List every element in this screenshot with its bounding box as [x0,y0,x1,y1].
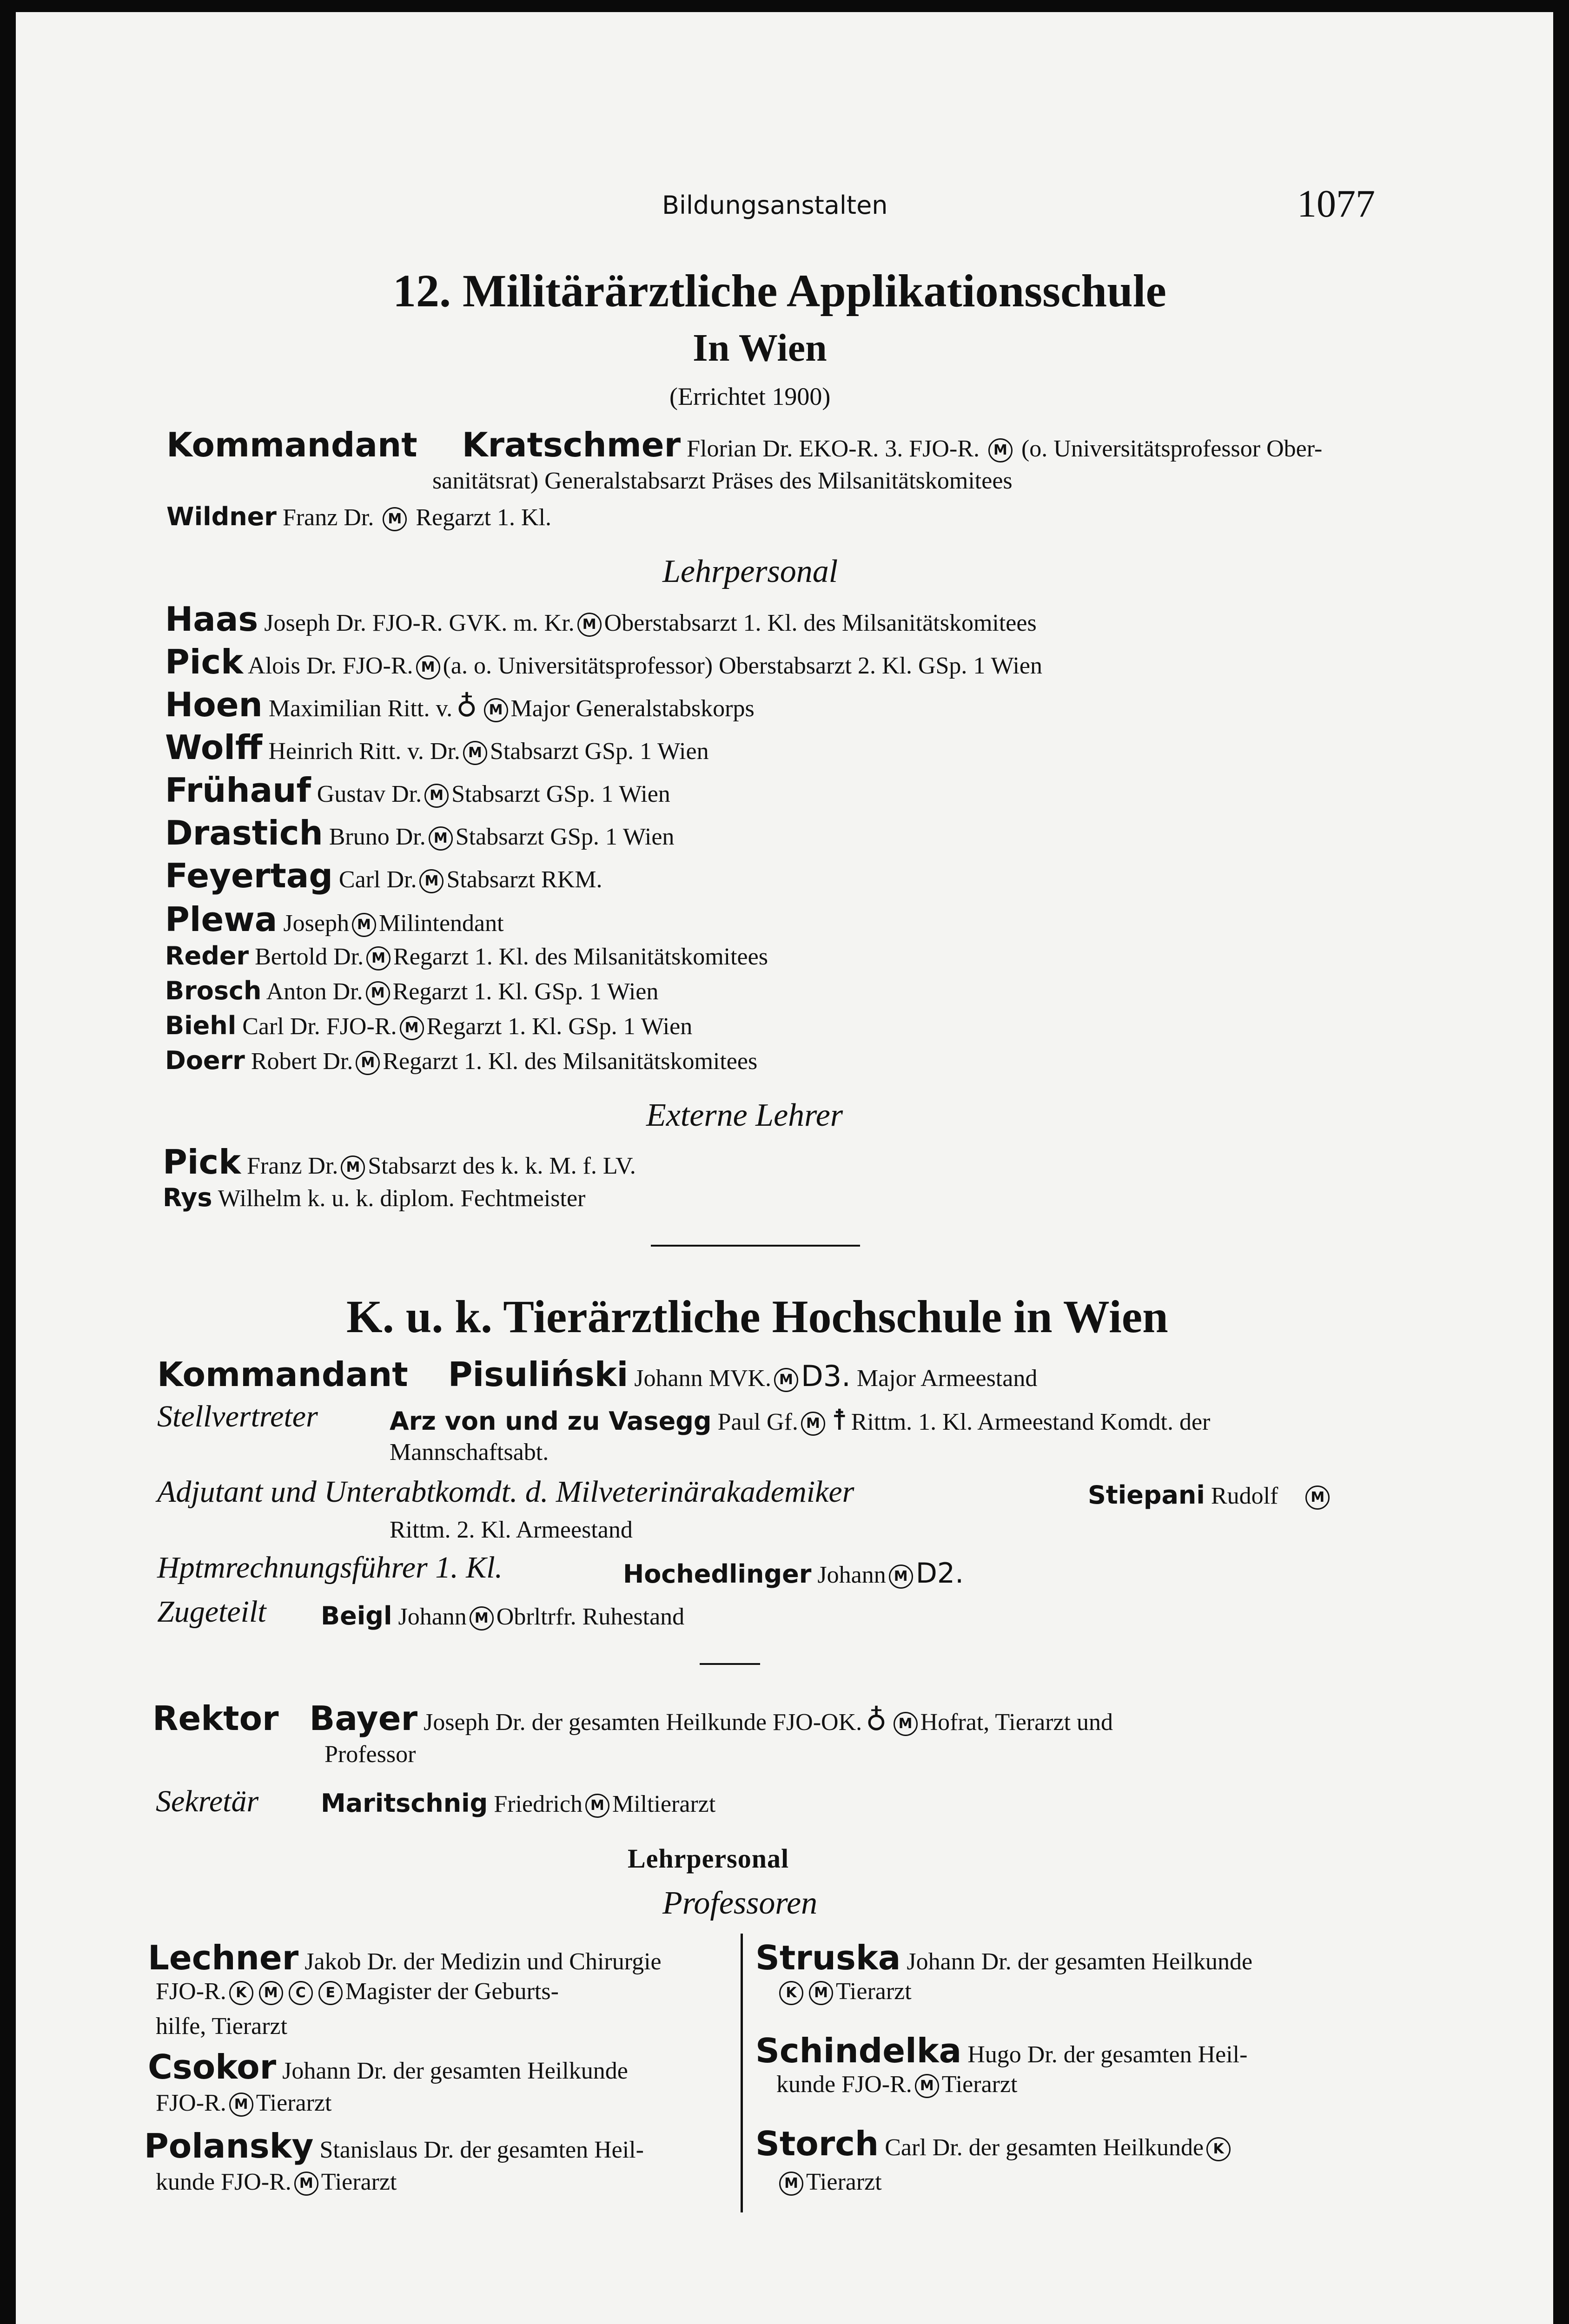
staff-entry: Feyertag Carl Dr. M Stabsarzt RKM. [165,856,602,895]
m-mark-icon: M [889,1565,913,1589]
polansky-line2: kunde FJO-R. M Tierarzt [156,2169,397,2195]
wildner-entry: Wildner Franz Dr. M Regarzt 1. Kl. [166,502,552,531]
section-title-tierarztliche-hochschule: K. u. k. Tierärztliche Hochschule in Wien [346,1291,1168,1342]
adjutant-continuation: Rittm. 2. Kl. Armeestand [390,1517,633,1543]
staff-entry: Pick Alois Dr. FJO-R. M (a. o. Universitätsprofessor) Oberstabsarzt 2. Kl. GSp. 1 Wien [165,642,1042,681]
lechner-entry: Lechner Jakob Dr. der Medizin und Chirurgie [148,1938,662,1977]
m-mark-icon: M [774,1368,798,1392]
k-mark-icon: K [1206,2137,1231,2161]
zugeteilt-label: Zugeteilt [157,1595,266,1629]
m-mark-icon: M [352,913,376,937]
divider [651,1245,860,1247]
adjutant-label: Adjutant und Unterabtkomdt. d. Milveterinärakademiker [157,1475,854,1509]
divider [700,1663,760,1665]
m-mark-icon: M [577,613,602,637]
externe-entry: Pick Franz Dr. M Stabsarzt des k. k. M. f. LV. [163,1142,636,1182]
storch-entry: Storch Carl Dr. der gesamten Heilkunde K [755,2124,1233,2163]
stellvertreter-label: Stellvertreter [157,1400,318,1433]
polansky-entry: Polansky Stanislaus Dr. der gesamten Heil- [144,2126,644,2166]
sekretaer-label: Sekretär [156,1784,259,1818]
lehrpersonal-heading: Lehrpersonal [662,554,838,589]
rektor-entry: Rektor Bayer Joseph Dr. der gesamten Heilkunde FJO-OK. ♁ M Hofrat, Tierarzt und [152,1699,1113,1738]
struska-line2: K M Tierarzt [776,1978,912,2005]
staff-entry: Reder Bertold Dr. M Regarzt 1. Kl. des Milsanitätskomitees [165,941,768,971]
m-mark-icon: M [470,1606,494,1631]
staff-entry: Brosch Anton Dr. M Regarzt 1. Kl. GSp. 1 Wien [165,976,659,1005]
page-number: 1077 [1297,182,1375,225]
m-mark-icon: M [585,1794,609,1818]
m-mark-icon: M [915,2074,939,2098]
m-mark-icon: M [801,1412,825,1436]
m-mark-icon: M [356,1051,380,1075]
m-mark-icon: M [988,438,1013,462]
m-mark-icon: M [400,1016,424,1040]
stellvertreter-entry: Arz von und zu Vasegg Paul Gf. M ☨ Rittm. 1. Kl. Armeestand Komdt. der [390,1403,1211,1437]
cross-icon: ☨ [831,1403,847,1437]
hptm-entry: Hochedlinger Johann M D2. [623,1557,964,1590]
section-place: In Wien [693,326,827,370]
m-mark-icon: M [229,2093,253,2117]
lechner-line3: hilfe, Tierarzt [156,2013,288,2040]
s2-kommandant-entry: Kommandant Pisuliński Johann MVK. M D3. Major Armeestand [157,1355,1038,1394]
m-mark-icon: M [463,741,487,765]
k-mark-icon: K [229,1981,253,2005]
m-mark-icon: M [366,946,391,971]
externe-entry: Rys Wilhelm k. u. k. diplom. Fechtmeister [163,1183,586,1212]
m-mark-icon: M [429,826,453,851]
staff-entry: Haas Joseph Dr. FJO-R. GVK. m. Kr. M Oberstabsarzt 1. Kl. des Milsanitätskomitees [165,600,1037,639]
medal-icon: ♁ [456,689,477,723]
medal-icon: ♁ [866,1703,887,1737]
m-mark-icon: M [424,784,449,808]
staff-entry: Wolff Heinrich Ritt. v. Dr. M Stabsarzt GSp. 1 Wien [165,728,709,767]
m-mark-icon: M [341,1155,365,1180]
m-mark-icon: M [419,869,444,893]
staff-entry: Frühauf Gustav Dr. M Stabsarzt GSp. 1 Wien [165,771,670,810]
storch-line2: M Tierarzt [776,2168,882,2196]
adjutant-entry: Stiepani Rudolf M [1088,1480,1332,1510]
lehrpersonal-heading-2: Lehrpersonal [628,1843,789,1874]
kommandant-entry: Kommandant Kratschmer Florian Dr. EKO-R. 3. FJO-R. M (o. Universitätsprofessor Ober- [166,425,1323,464]
externe-heading: Externe Lehrer [646,1097,843,1133]
csokor-entry: Csokor Johann Dr. der gesamten Heilkunde [148,2047,628,2086]
c-mark-icon: C [289,1981,313,2005]
section-title-applikationsschule: 12. Militärärztliche Applikationsschule [393,265,1166,317]
m-mark-icon: M [809,1981,833,2005]
m-mark-icon: M [779,2172,803,2196]
professoren-heading: Professoren [662,1885,818,1921]
m-mark-icon: M [484,698,508,722]
m-mark-icon: M [1305,1486,1330,1510]
staff-entry: Doerr Robert Dr. M Regarzt 1. Kl. des Milsanitätskomitees [165,1046,758,1075]
kommandant-continuation: sanitätsrat) Generalstabsarzt Präses des Milsanitätskomitees [432,468,1013,494]
m-mark-icon: M [416,655,440,680]
running-head: Bildungsanstalten [662,191,888,220]
e-mark-icon: E [318,1981,343,2005]
rektor-continuation: Professor [324,1741,416,1768]
staff-entry: Drastich Bruno Dr. M Stabsarzt GSp. 1 Wien [165,813,675,852]
m-mark-icon: M [366,981,390,1005]
schindelka-line2: kunde FJO-R. M Tierarzt [776,2071,1018,2098]
column-divider [741,1934,743,2212]
kommandant-label: Kommandant [166,425,417,464]
staff-entry: Biehl Carl Dr. FJO-R. M Regarzt 1. Kl. GSp. 1 Wien [165,1011,693,1040]
founded-note: (Errichtet 1900) [669,383,831,410]
staff-entry: Hoen Maximilian Ritt. v. ♁ M Major Generalstabskorps [165,685,755,724]
hptm-label: Hptmrechnungsführer 1. Kl. [157,1551,503,1585]
m-mark-icon: M [894,1712,918,1736]
lechner-line2: FJO-R. K M C E Magister der Geburts- [156,1978,559,2005]
m-mark-icon: M [259,1981,283,2005]
csokor-line2: FJO-R. M Tierarzt [156,2090,332,2116]
m-mark-icon: M [294,2172,318,2196]
sekretaer-entry: Maritschnig Friedrich M Miltierarzt [321,1789,716,1818]
kommandant-name: Kratschmer [462,425,681,464]
struska-entry: Struska Johann Dr. der gesamten Heilkunde [755,1938,1253,1977]
staff-entry: Plewa Joseph M Milintendant [165,900,504,939]
stellvertreter-continuation: Mannschaftsabt. [390,1439,549,1466]
k-mark-icon: K [779,1981,803,2005]
zugeteilt-entry: Beigl Johann M Obrltrfr. Ruhestand [321,1601,685,1631]
m-mark-icon: M [383,507,407,531]
schindelka-entry: Schindelka Hugo Dr. der gesamten Heil- [755,2031,1248,2070]
